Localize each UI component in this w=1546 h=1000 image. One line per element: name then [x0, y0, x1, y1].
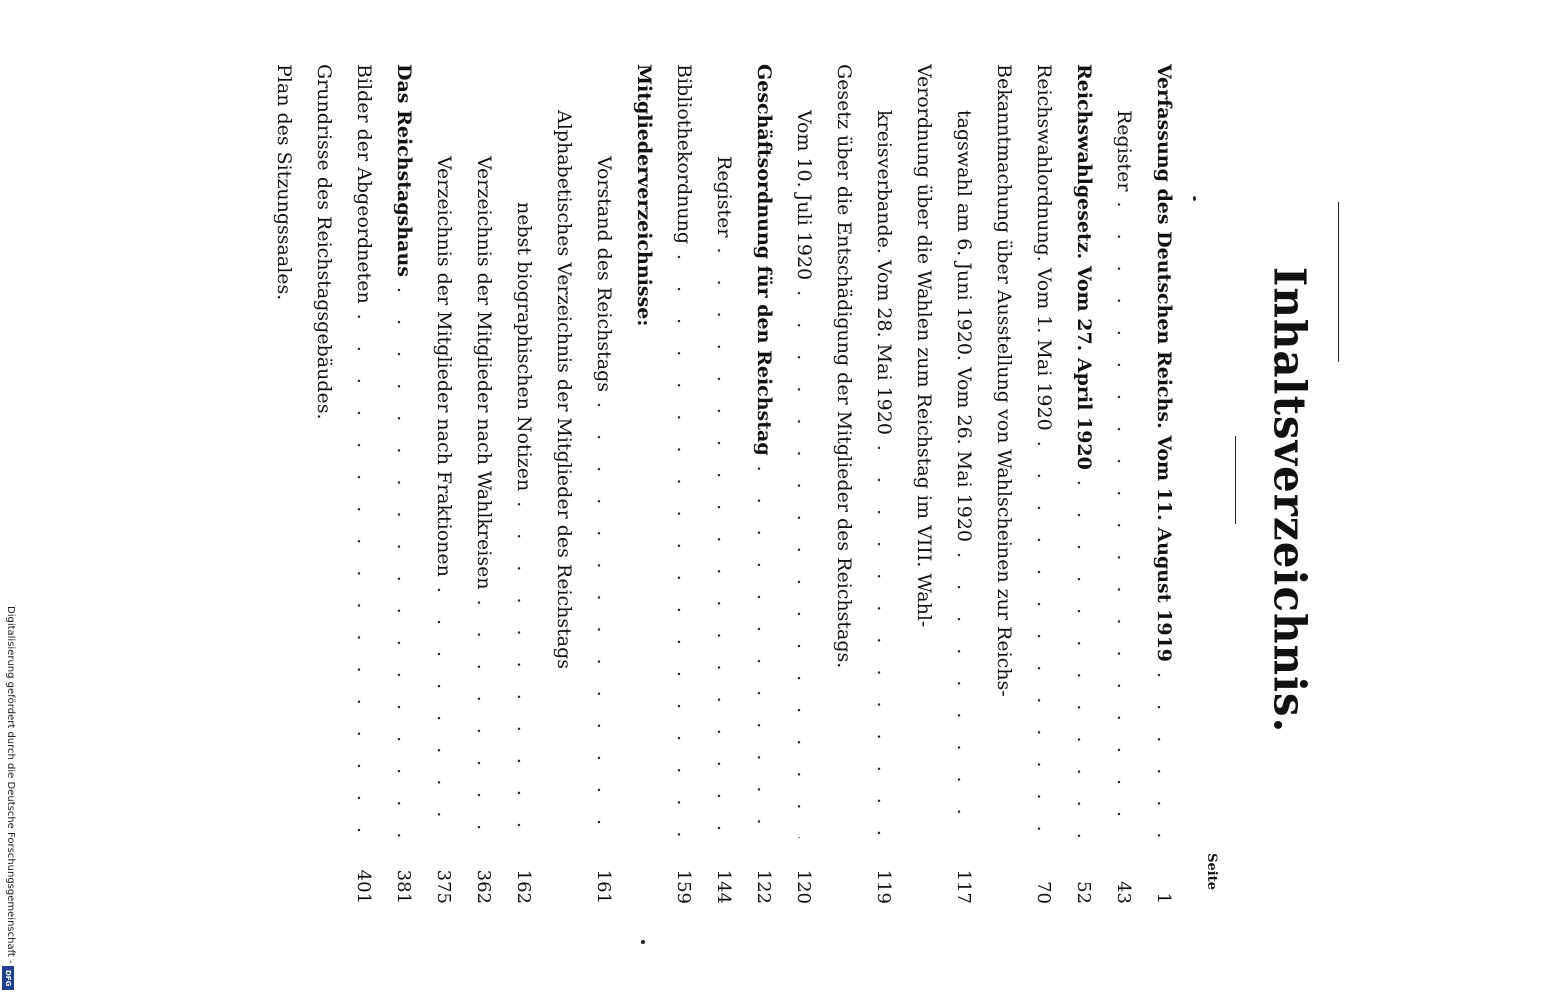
toc-entry-title: Verordnung über die Wahlen zum Reichstag im VIII. Wahl-: [913, 64, 935, 628]
toc-entry-page: 401: [353, 869, 374, 904]
toc-entries: [264, 64, 1184, 904]
toc-entry: [384, 64, 424, 904]
toc-entry-title: Verzeichnis der Mitglieder nach Fraktionen: [433, 156, 455, 577]
dot-leader: [664, 254, 704, 838]
toc-entry-page: 52: [1073, 881, 1094, 904]
dot-leader: [344, 314, 384, 838]
toc-entry: [864, 64, 904, 904]
toc-entry: [1144, 64, 1184, 904]
toc-entry-title: Verzeichnis der Mitglieder nach Wahlkreisen: [473, 156, 495, 590]
toc-entry-title: Geschäftsordnung für den Reichstag: [753, 64, 775, 456]
toc-entry-title: Reichswahlordnung. Vom 1. Mai 1920: [1033, 64, 1055, 431]
toc-entry: [904, 64, 944, 904]
toc-entry-page: 362: [473, 869, 494, 904]
toc-entry: [304, 64, 344, 904]
toc-entry: [344, 64, 384, 904]
toc-entry-page: 120: [793, 869, 814, 904]
toc-entry-title: Vom 10. Juli 1920: [793, 110, 815, 281]
toc-entry-title: Verfassung des Deutschen Reichs. Vom 11. August 1919: [1153, 64, 1175, 663]
toc-entry: [624, 64, 664, 904]
dot-leader: [1064, 480, 1104, 838]
toc-entry: [1104, 64, 1144, 904]
dot-leader: [864, 445, 904, 838]
toc-entry-page: 1: [1153, 892, 1174, 904]
toc-entry-title: Gesetz über die Entschädigung der Mitglieder des Reichstags.: [833, 64, 855, 669]
page-title: Inhaltsverzeichnis.: [1263, 266, 1316, 734]
dot-leader: [704, 248, 744, 838]
dot-leader: [384, 287, 424, 838]
toc-entry: [1064, 64, 1104, 904]
seite-column-label: Seite: [1204, 853, 1219, 890]
dot-leader: [1144, 672, 1184, 838]
toc-entry: [784, 64, 824, 904]
dot-leader: [504, 501, 544, 838]
toc-entry-title: Plan des Sitzungssaales.: [273, 64, 295, 301]
toc-entry: [704, 64, 744, 904]
toc-entry: [984, 64, 1024, 904]
toc-entry-title: Grundrisse des Reichstagsgebäudes.: [313, 64, 335, 420]
dot-leader: [944, 552, 984, 838]
toc-entry-page: 159: [673, 869, 694, 904]
toc-entry-title: Mitgliederverzeichnisse:: [633, 64, 655, 327]
toc-entry-page: 144: [713, 869, 734, 904]
dot-leader: [584, 402, 624, 838]
title-rule: [1235, 436, 1236, 524]
toc-entry-title: Bekanntmachung über Ausstellung von Wahlscheinen zur Reichs-: [993, 64, 1015, 697]
toc-entry-title: Bibliothekordnung: [673, 64, 695, 244]
toc-entry-title: Reichswahlgesetz. Vom 27. April 1920: [1073, 64, 1095, 470]
toc-entry: [744, 64, 784, 904]
toc-entry: [504, 64, 544, 904]
toc-entry: [544, 64, 584, 904]
toc-entry: [1024, 64, 1064, 904]
toc-entry: [264, 64, 304, 904]
dot-leader: [744, 466, 784, 838]
dot-leader: [464, 600, 504, 838]
toc-entry-page: 381: [393, 869, 414, 904]
digitization-credit: Digitalisierung gefördert durch die Deutsche Forschungsgemeinschaft -: [5, 606, 16, 964]
toc-entry-title: nebst biographischen Notizen: [513, 202, 535, 492]
toc-entry-page: 162: [513, 869, 534, 904]
toc-entry-page: 122: [753, 869, 774, 904]
toc-entry-title: Register: [1113, 110, 1135, 192]
toc-entry-title: kreisverbande. Vom 28. Mai 1920: [873, 110, 895, 435]
toc-entry-title: tagswahl am 6. Juni 1920. Vom 26. Mai 1920: [953, 110, 975, 542]
toc-entry-title: Alphabetisches Verzeichnis der Mitglieder des Reichstags: [553, 110, 575, 670]
toc-entry-title: Vorstand des Reichstags: [593, 156, 615, 392]
toc-entry-page: 161: [593, 869, 614, 904]
dfg-logo-icon: DFG: [2, 966, 14, 990]
toc-entry: [424, 64, 464, 904]
dot-leader: [1104, 202, 1144, 838]
toc-entry-title: Das Reichstagshaus: [393, 64, 415, 277]
scan-rule-mark: [1338, 202, 1339, 362]
dot-leader: [424, 587, 464, 838]
toc-entry: [824, 64, 864, 904]
dot-leader: [1024, 441, 1064, 838]
toc-entry-title: Register: [713, 156, 735, 238]
toc-entry-page: 43: [1113, 881, 1134, 904]
toc-entry-page: 375: [433, 869, 454, 904]
dot-leader: [784, 290, 824, 838]
toc-entry-page: 117: [953, 869, 974, 904]
toc-entry-page: 70: [1033, 881, 1054, 904]
toc-entry: [944, 64, 984, 904]
toc-entry-page: 119: [873, 869, 894, 904]
scan-speck: [1193, 196, 1196, 201]
toc-entry: [664, 64, 704, 904]
toc-entry-title: Bilder der Abgeordneten: [353, 64, 375, 304]
toc-entry: [584, 64, 624, 904]
scan-speck: [641, 940, 645, 944]
toc-entry: [464, 64, 504, 904]
